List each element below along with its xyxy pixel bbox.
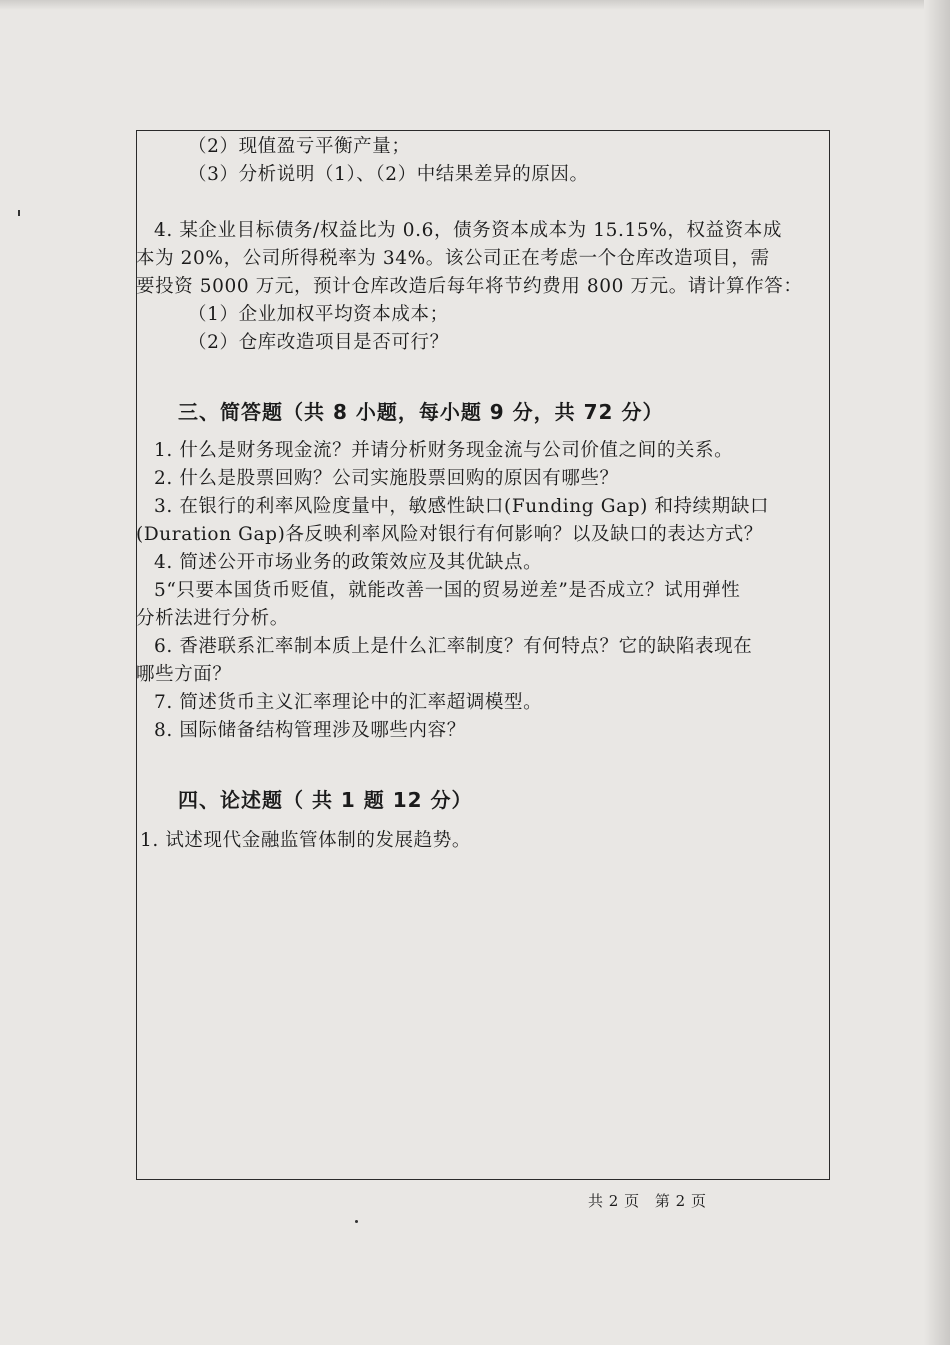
section-4-line: 1. 试述现代金融监管体制的发展趋势。: [140, 830, 471, 851]
page-total: 共 2 页: [588, 1192, 640, 1210]
section-3-line: 6. 香港联系汇率制本质上是什么汇率制度？有何特点？它的缺陷表现在: [154, 636, 753, 657]
section-3-line: 5“只要本国货币贬值，就能改善一国的贸易逆差”是否成立？试用弹性: [154, 580, 741, 601]
scan-edge-top: [0, 0, 950, 10]
question-4-line: （2）仓库改造项目是否可行？: [188, 332, 449, 353]
page-footer: [588, 1190, 716, 1211]
section-3-line: 8. 国际储备结构管理涉及哪些内容？: [154, 720, 466, 741]
section-3-line: 7. 简述货币主义汇率理论中的汇率超调模型。: [154, 692, 543, 713]
section-3-line: 1. 什么是财务现金流？并请分析财务现金流与公司价值之间的关系。: [154, 440, 734, 461]
page-current: 第 2 页: [654, 1192, 707, 1210]
section-3-line: 哪些方面？: [136, 664, 232, 685]
section-3-line: 分析法进行分析。: [136, 608, 289, 629]
scan-speck: [18, 210, 20, 216]
section-3-line: (Duration Gap)各反映利率风险对银行有何影响？以及缺口的表达方式？: [136, 524, 763, 545]
scan-edge-right: [924, 0, 950, 1345]
section-3-title: 三、简答题（共 8 小题，每小题 9 分，共 72 分）: [178, 400, 664, 424]
section-3-line: 4. 简述公开市场业务的政策效应及其优缺点。: [154, 552, 543, 573]
text-line: （3）分析说明（1）、（2）中结果差异的原因。: [188, 164, 589, 185]
question-4-line: 要投资 5000 万元，预计仓库改造后每年将节约费用 800 万元。请计算作答：: [136, 276, 803, 297]
section-3-line: 2. 什么是股票回购？公司实施股票回购的原因有哪些？: [154, 468, 619, 489]
scan-speck: [355, 1220, 358, 1223]
section-4-title: 四、论述题（ 共 1 题 12 分）: [178, 788, 473, 812]
question-4-line: 4. 某企业目标债务/权益比为 0.6，债务资本成本为 15.15%，权益资本成: [154, 220, 782, 241]
text-line: （2）现值盈亏平衡产量；: [188, 136, 411, 157]
question-4-line: （1）企业加权平均资本成本；: [188, 304, 449, 325]
section-3-line: 3. 在银行的利率风险度量中，敏感性缺口(Funding Gap) 和持续期缺口: [154, 496, 770, 517]
question-4-line: 本为 20%，公司所得税率为 34%。该公司正在考虑一个仓库改造项目，需: [136, 248, 770, 269]
